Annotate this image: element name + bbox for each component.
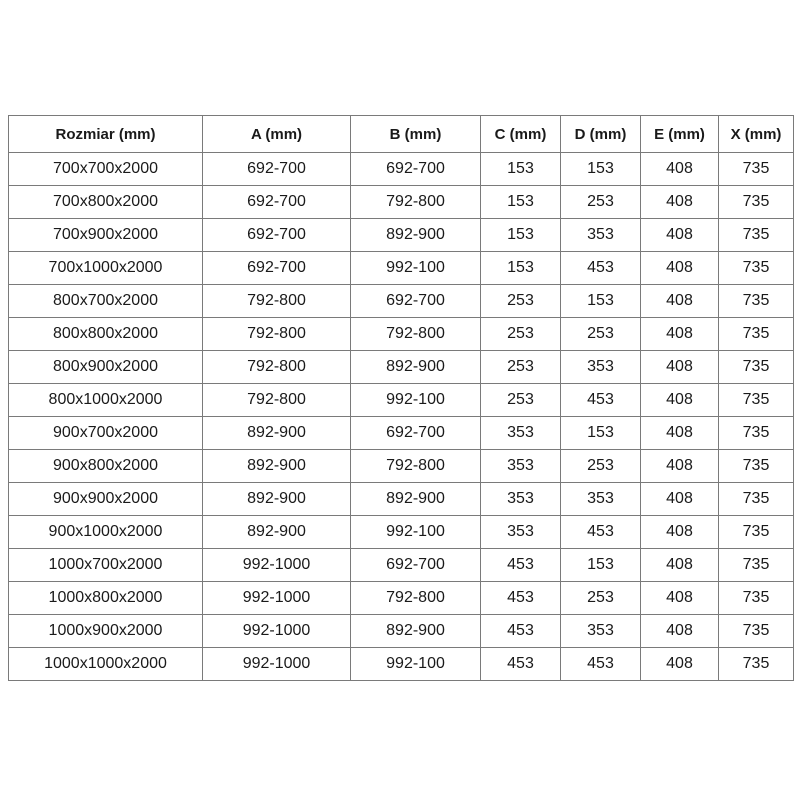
table-row [9, 384, 794, 417]
table-header-row [9, 116, 794, 153]
table-cell: 735 [719, 384, 794, 417]
table-cell: 735 [719, 219, 794, 252]
table-cell: 692-700 [351, 549, 481, 582]
table-cell: 253 [481, 318, 561, 351]
table-row [9, 351, 794, 384]
table-cell: 353 [561, 483, 641, 516]
table-cell: 692-700 [203, 219, 351, 252]
table-cell: 735 [719, 153, 794, 186]
table-cell: 353 [481, 417, 561, 450]
table-row [9, 615, 794, 648]
table-cell: 700x1000x2000 [9, 252, 203, 285]
table-cell: 408 [641, 549, 719, 582]
table-cell: 408 [641, 516, 719, 549]
table-cell: 353 [481, 450, 561, 483]
table-cell: 792-800 [203, 318, 351, 351]
table-cell: 453 [481, 582, 561, 615]
table-cell: 800x800x2000 [9, 318, 203, 351]
table-row [9, 186, 794, 219]
table-cell: 892-900 [203, 483, 351, 516]
table-cell: 353 [561, 351, 641, 384]
table-cell: 892-900 [203, 417, 351, 450]
table-cell: 735 [719, 351, 794, 384]
table-row [9, 516, 794, 549]
table-cell: 800x900x2000 [9, 351, 203, 384]
table-cell: 408 [641, 483, 719, 516]
table-cell: 735 [719, 582, 794, 615]
table-cell: 992-100 [351, 252, 481, 285]
table-cell: 253 [561, 186, 641, 219]
table-cell: 408 [641, 153, 719, 186]
table-row [9, 318, 794, 351]
table-cell: 735 [719, 285, 794, 318]
table-cell: 992-100 [351, 384, 481, 417]
table-cell: 792-800 [351, 186, 481, 219]
table-cell: 1000x1000x2000 [9, 648, 203, 681]
table-cell: 408 [641, 417, 719, 450]
table-cell: 253 [481, 285, 561, 318]
table-cell: 408 [641, 384, 719, 417]
table-cell: 353 [481, 483, 561, 516]
table-cell: 992-1000 [203, 648, 351, 681]
table-cell: 792-800 [351, 450, 481, 483]
table-cell: 453 [561, 648, 641, 681]
table-cell: 992-1000 [203, 549, 351, 582]
table-row [9, 219, 794, 252]
table-cell: 453 [481, 615, 561, 648]
table-row [9, 252, 794, 285]
table-cell: 1000x700x2000 [9, 549, 203, 582]
table-cell: 692-700 [351, 417, 481, 450]
table-cell: 353 [561, 615, 641, 648]
table-row [9, 582, 794, 615]
table-cell: 892-900 [351, 219, 481, 252]
table-cell: 992-1000 [203, 582, 351, 615]
table-cell: 453 [561, 252, 641, 285]
table-cell: 408 [641, 582, 719, 615]
table-body [9, 153, 794, 681]
table-cell: 700x900x2000 [9, 219, 203, 252]
table-cell: 408 [641, 318, 719, 351]
column-header-e: E (mm) [641, 116, 719, 153]
table-cell: 408 [641, 252, 719, 285]
table-cell: 735 [719, 252, 794, 285]
table-cell: 735 [719, 318, 794, 351]
table-cell: 153 [481, 153, 561, 186]
table-row [9, 549, 794, 582]
table-cell: 792-800 [203, 384, 351, 417]
table-cell: 153 [561, 285, 641, 318]
table-cell: 992-100 [351, 648, 481, 681]
table-cell: 453 [481, 648, 561, 681]
table-cell: 153 [481, 186, 561, 219]
column-header-b: B (mm) [351, 116, 481, 153]
column-header-rozmiar: Rozmiar (mm) [9, 116, 203, 153]
table-cell: 700x800x2000 [9, 186, 203, 219]
dimensions-table-container [8, 115, 794, 681]
table-cell: 992-100 [351, 516, 481, 549]
table-cell: 792-800 [351, 582, 481, 615]
table-cell: 792-800 [203, 351, 351, 384]
table-cell: 408 [641, 648, 719, 681]
table-cell: 900x900x2000 [9, 483, 203, 516]
table-cell: 692-700 [203, 153, 351, 186]
table-cell: 892-900 [203, 450, 351, 483]
table-cell: 735 [719, 483, 794, 516]
table-cell: 692-700 [203, 252, 351, 285]
table-cell: 692-700 [351, 285, 481, 318]
table-cell: 892-900 [351, 483, 481, 516]
table-cell: 735 [719, 186, 794, 219]
table-cell: 1000x900x2000 [9, 615, 203, 648]
table-cell: 408 [641, 615, 719, 648]
table-row [9, 153, 794, 186]
table-cell: 692-700 [351, 153, 481, 186]
table-cell: 453 [561, 384, 641, 417]
table-cell: 735 [719, 615, 794, 648]
table-cell: 153 [561, 417, 641, 450]
table-cell: 892-900 [203, 516, 351, 549]
table-cell: 700x700x2000 [9, 153, 203, 186]
table-cell: 800x700x2000 [9, 285, 203, 318]
table-row [9, 648, 794, 681]
table-cell: 900x800x2000 [9, 450, 203, 483]
table-cell: 253 [481, 351, 561, 384]
table-cell: 408 [641, 450, 719, 483]
table-cell: 735 [719, 450, 794, 483]
table-cell: 1000x800x2000 [9, 582, 203, 615]
table-cell: 792-800 [351, 318, 481, 351]
table-cell: 453 [561, 516, 641, 549]
table-cell: 792-800 [203, 285, 351, 318]
column-header-x: X (mm) [719, 116, 794, 153]
table-cell: 408 [641, 219, 719, 252]
table-row [9, 483, 794, 516]
table-cell: 900x1000x2000 [9, 516, 203, 549]
table-cell: 408 [641, 351, 719, 384]
table-cell: 153 [481, 252, 561, 285]
table-row [9, 450, 794, 483]
column-header-d: D (mm) [561, 116, 641, 153]
table-cell: 153 [481, 219, 561, 252]
table-row [9, 417, 794, 450]
table-row [9, 285, 794, 318]
table-cell: 900x700x2000 [9, 417, 203, 450]
table-cell: 153 [561, 153, 641, 186]
table-cell: 800x1000x2000 [9, 384, 203, 417]
table-cell: 353 [481, 516, 561, 549]
table-cell: 253 [481, 384, 561, 417]
column-header-a: A (mm) [203, 116, 351, 153]
table-cell: 735 [719, 417, 794, 450]
table-cell: 253 [561, 318, 641, 351]
table-cell: 253 [561, 450, 641, 483]
table-cell: 735 [719, 549, 794, 582]
table-cell: 353 [561, 219, 641, 252]
table-cell: 692-700 [203, 186, 351, 219]
table-cell: 992-1000 [203, 615, 351, 648]
table-cell: 153 [561, 549, 641, 582]
dimensions-table [8, 115, 794, 681]
column-header-c: C (mm) [481, 116, 561, 153]
table-cell: 735 [719, 516, 794, 549]
table-cell: 408 [641, 186, 719, 219]
table-cell: 892-900 [351, 615, 481, 648]
table-cell: 453 [481, 549, 561, 582]
table-cell: 408 [641, 285, 719, 318]
table-cell: 892-900 [351, 351, 481, 384]
table-cell: 253 [561, 582, 641, 615]
table-cell: 735 [719, 648, 794, 681]
